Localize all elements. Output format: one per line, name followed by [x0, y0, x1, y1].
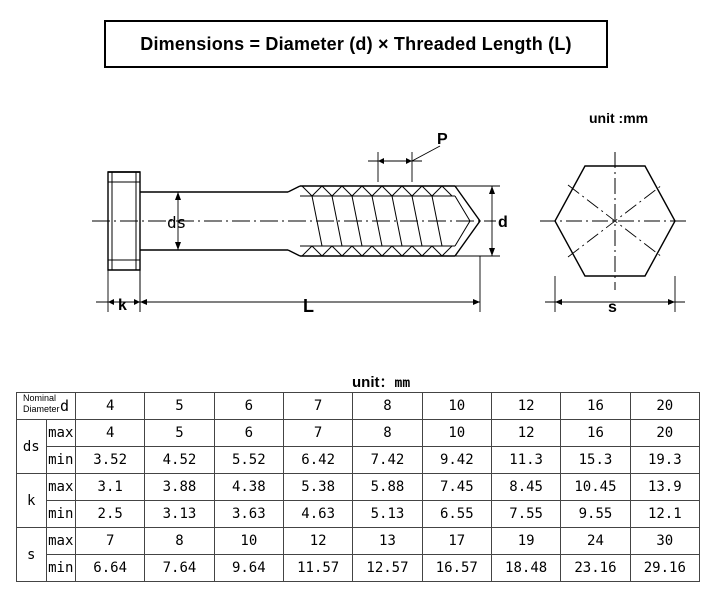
drawing-label-d: d	[498, 214, 508, 231]
cell-value: 4.38	[214, 474, 283, 501]
cell-value: 9.64	[214, 555, 283, 582]
cell-value: 19.3	[630, 447, 699, 474]
cell-value: 3.63	[214, 501, 283, 528]
cell-value: 8	[353, 420, 422, 447]
cell-value: 6.55	[422, 501, 491, 528]
cell-value: 10	[422, 420, 491, 447]
cell-value: 12	[283, 528, 352, 555]
table-row	[17, 555, 700, 582]
cell-value: 20	[630, 420, 699, 447]
corner-symbol-d: d	[59, 397, 69, 415]
unit-label-top: unit :mm	[589, 110, 649, 126]
cell-value: 10	[214, 528, 283, 555]
row-minmax-label: max	[46, 528, 76, 555]
row-minmax-label: min	[46, 447, 76, 474]
cell-value: 12	[491, 420, 560, 447]
size-header: 10	[422, 393, 491, 420]
cell-value: 18.48	[491, 555, 560, 582]
cell-value: 5.52	[214, 447, 283, 474]
cell-value: 9.42	[422, 447, 491, 474]
cell-value: 6	[214, 420, 283, 447]
size-header: 8	[353, 393, 422, 420]
cell-value: 11.57	[283, 555, 352, 582]
drawing-label-ds: ds	[167, 213, 187, 232]
size-header: 5	[145, 393, 214, 420]
cell-value: 13	[353, 528, 422, 555]
cell-value: 3.1	[76, 474, 145, 501]
cell-value: 15.3	[561, 447, 630, 474]
dimension-table	[16, 392, 700, 582]
cell-value: 4.63	[283, 501, 352, 528]
cell-value: 17	[422, 528, 491, 555]
cell-value: 30	[630, 528, 699, 555]
table-row	[17, 420, 700, 447]
page-title: Dimensions = Diameter (d) × Threaded Length (L)	[140, 33, 572, 54]
table-header-row	[17, 393, 700, 420]
size-header: 6	[214, 393, 283, 420]
cell-value: 8.45	[491, 474, 560, 501]
cell-value: 12.1	[630, 501, 699, 528]
cell-value: 8	[145, 528, 214, 555]
cell-value: 23.16	[561, 555, 630, 582]
table-corner-header	[17, 393, 76, 420]
cell-value: 4.52	[145, 447, 214, 474]
cell-value: 7.45	[422, 474, 491, 501]
cell-value: 16.57	[422, 555, 491, 582]
technical-drawing	[0, 130, 715, 355]
title-banner	[104, 20, 608, 68]
cell-value: 5	[145, 420, 214, 447]
cell-value: 5.13	[353, 501, 422, 528]
row-minmax-label: max	[46, 474, 76, 501]
cell-value: 10.45	[561, 474, 630, 501]
cell-value: 7.64	[145, 555, 214, 582]
cell-value: 2.5	[76, 501, 145, 528]
cell-value: 5.38	[283, 474, 352, 501]
row-label-s: s	[17, 528, 47, 582]
cell-value: 7	[76, 528, 145, 555]
cell-value: 7.42	[353, 447, 422, 474]
cell-value: 4	[76, 420, 145, 447]
unit-label-table-text: unit：	[352, 374, 395, 391]
cell-value: 6.64	[76, 555, 145, 582]
cell-value: 19	[491, 528, 560, 555]
cell-value: 7	[283, 420, 352, 447]
size-header: 12	[491, 393, 560, 420]
table-row	[17, 528, 700, 555]
row-minmax-label: min	[46, 501, 76, 528]
cell-value: 5.88	[353, 474, 422, 501]
size-header: 16	[561, 393, 630, 420]
table-row	[17, 474, 700, 501]
cell-value: 3.52	[76, 447, 145, 474]
cell-value: 11.3	[491, 447, 560, 474]
cell-value: 24	[561, 528, 630, 555]
cell-value: 16	[561, 420, 630, 447]
row-label-ds: ds	[17, 420, 47, 474]
drawing-label-p: P	[437, 131, 448, 148]
cell-value: 12.57	[353, 555, 422, 582]
size-header: 4	[76, 393, 145, 420]
corner-nominal-label: Nominal Diameter	[23, 393, 60, 414]
drawing-label-k: k	[118, 297, 127, 314]
unit-label-table-mm: mm	[394, 376, 411, 391]
cell-value: 3.88	[145, 474, 214, 501]
cell-value: 29.16	[630, 555, 699, 582]
cell-value: 9.55	[561, 501, 630, 528]
table-row	[17, 447, 700, 474]
table-row	[17, 501, 700, 528]
size-header: 20	[630, 393, 699, 420]
cell-value: 3.13	[145, 501, 214, 528]
unit-label-table	[352, 371, 410, 392]
drawing-label-l: L	[303, 296, 314, 316]
drawing-label-s: s	[608, 299, 617, 316]
row-minmax-label: min	[46, 555, 76, 582]
cell-value: 6.42	[283, 447, 352, 474]
dimension-table-wrap	[16, 392, 700, 582]
cell-value: 7.55	[491, 501, 560, 528]
row-label-k: k	[17, 474, 47, 528]
row-minmax-label: max	[46, 420, 76, 447]
size-header: 7	[283, 393, 352, 420]
cell-value: 13.9	[630, 474, 699, 501]
